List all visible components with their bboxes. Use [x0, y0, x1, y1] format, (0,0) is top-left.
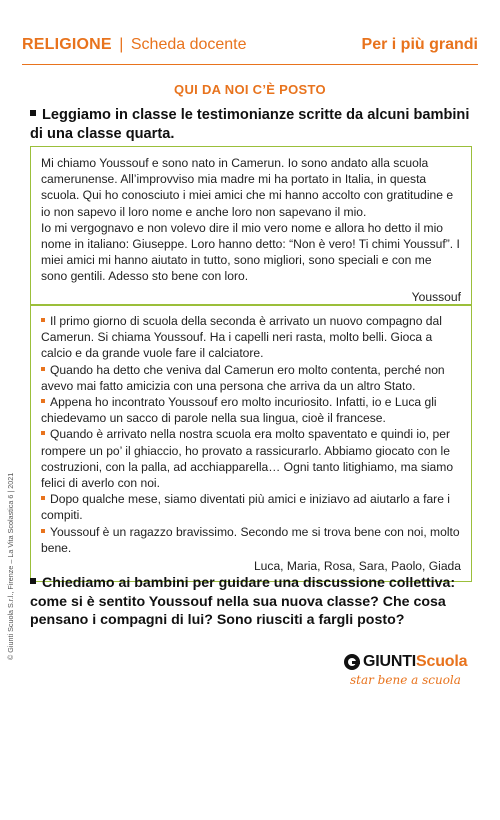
copyright-note	[6, 472, 16, 820]
logo-brand-part1: GIUNTI	[363, 653, 417, 670]
giunti-g-icon	[344, 654, 360, 670]
orange-bullet-icon	[41, 367, 45, 371]
orange-bullet-icon	[41, 431, 45, 435]
subject-label: RELIGIONE	[22, 36, 112, 53]
orange-bullet-icon	[41, 529, 45, 533]
header-left	[22, 36, 247, 54]
page-header	[22, 36, 478, 65]
discussion-prompt	[30, 574, 470, 630]
list-item: Youssouf è un ragazzo bravissimo. Secondo me si trova bene con noi, molto bene.	[41, 524, 460, 555]
list-item: Il primo giorno di scuola della seconda è arrivato un nuovo compagno dal Camerun. Si chiama Youssouf. Ha i capelli neri rasta, molto belli. Gioca a calcio e da grande vuole fare il calciatore.	[41, 314, 442, 361]
square-bullet-icon	[30, 578, 36, 584]
testimony-signature: Youssouf	[411, 289, 461, 304]
list-item: Appena ho incontrato Youssouf ero molto incuriosito. Infatti, io e Luca gli chiedevamo un sacco di parole nella sua lingua, cioè il francese.	[41, 395, 437, 426]
list-item: Quando ha detto che veniva dal Camerun ero molto contenta, perché non avevo mai fatto amicizia con una persona che arriva da un altro Stato.	[41, 362, 445, 393]
level-label: Per i più grandi	[361, 36, 478, 53]
orange-bullet-icon	[41, 318, 45, 322]
header-separator: |	[119, 36, 124, 53]
intro-instruction	[30, 106, 470, 144]
square-bullet-icon	[30, 110, 36, 116]
testimony-paragraph: Io mi vergognavo e non volevo dire il mio vero nome e allora ho detto il mio nome in italiano: Giuseppe. Loro hanno detto: “Non è vero! Ti chimi Youssuf”. I miei amici mi hanno aiutato in tutto, sono migliori, sono speciali e con me sono gentili. Adesso sto bene con loro.	[41, 220, 460, 284]
list-item: Dopo qualche mese, siamo diventati più amici e iniziavo ad aiutarlo a fare i compiti.	[41, 492, 450, 523]
list-item: Quando è arrivato nella nostra scuola era molto spaventato e quindi io, per rompere un po’ il ghiaccio, ho provato a rassicurarlo. Abbiamo giocato con le costruzioni, con la palla, ad acchiapparella… Ogni tanto litighiamo, ma siamo felici di averlo con noi.	[41, 427, 454, 491]
doc-type-label: Scheda docente	[130, 36, 247, 53]
intro-text: Leggiamo in classe le testimonianze scritte da alcuni bambini di una classe quarta.	[30, 107, 470, 142]
logo-tagline: star bene a scuola	[350, 673, 461, 687]
page-title: QUI DA NOI C’È POSTO	[174, 82, 326, 97]
discussion-text: Chiediamo ai bambini per guidare una discussione collettiva: come si è sentito Youssouf nella sua nuova classe? Che cosa pensano i compagni di lui? Sono riusciti a fargli posto?	[30, 575, 456, 628]
publisher-logo	[344, 652, 474, 692]
testimony-signature: Luca, Maria, Rosa, Sara, Paolo, Giada	[253, 559, 461, 574]
copyright-text: © Giunti Scuola S.r.l., Firenze – La Vita Scolastica 6 | 2021	[6, 472, 15, 660]
orange-bullet-icon	[41, 496, 45, 500]
testimony-paragraph: Mi chiamo Youssouf e sono nato in Camerun. Io sono andato alla scuola camerunense. All’improvviso mia madre mi ha portato in Italia, in questa scuola. Qui ho conosciuto i miei amici che mi hanno accolto con gratitudine e io non sapevo il loro nome e anche loro non sapevano il mio.	[41, 156, 454, 219]
orange-bullet-icon	[41, 399, 45, 403]
testimony-box-youssouf	[30, 146, 472, 306]
testimony-box-classmates	[30, 304, 472, 582]
logo-brand-part2: Scuola	[416, 653, 468, 670]
